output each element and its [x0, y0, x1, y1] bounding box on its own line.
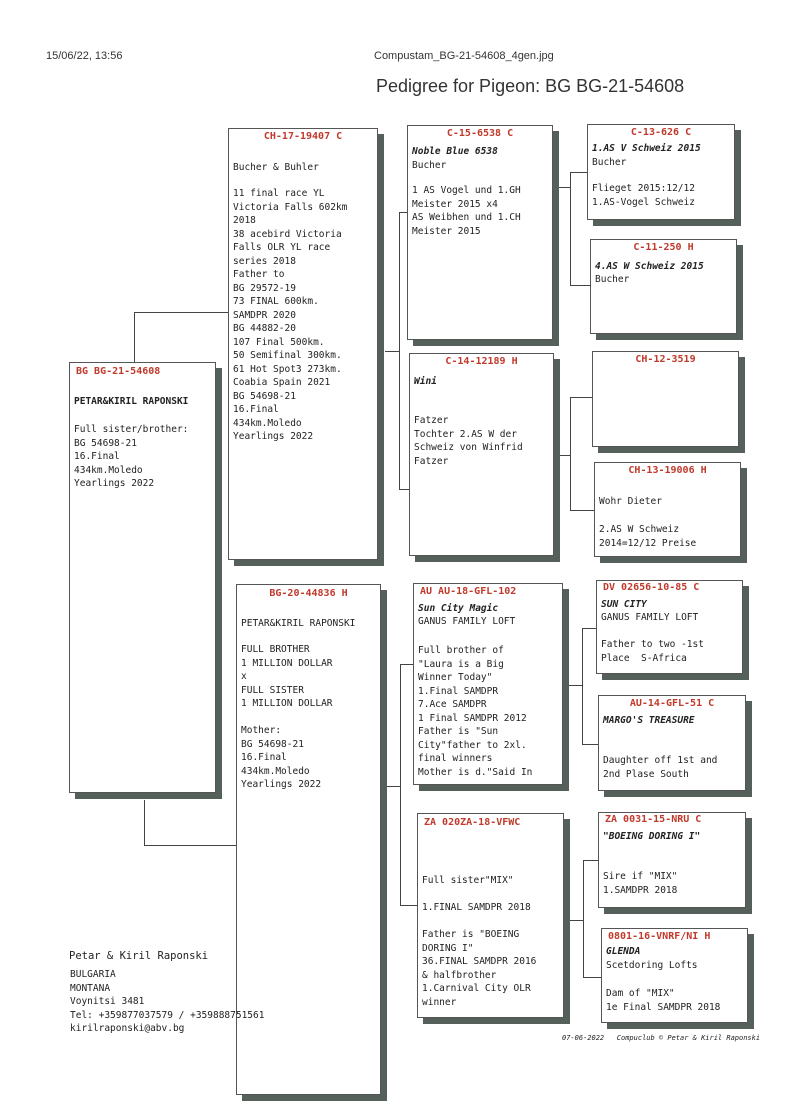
- connector-line: [582, 628, 583, 744]
- connector-line: [400, 664, 401, 905]
- connector-line: [570, 397, 571, 510]
- connector-line: [557, 455, 570, 456]
- connector-line: [570, 510, 594, 511]
- print-timestamp: 15/06/22, 13:56: [46, 50, 123, 62]
- connector-line: [400, 905, 417, 906]
- breeder-name: Petar & Kiril Raponski: [69, 950, 209, 962]
- file-name: Compustam_BG-21-54608_4gen.jpg: [374, 50, 554, 62]
- connector-line: [583, 860, 584, 977]
- connector-line: [144, 800, 145, 845]
- great-granddam-mmm-card: [601, 928, 748, 1023]
- subject-card: [69, 362, 216, 793]
- pigeon-notes: 11 final race YL Victoria Falls 602km 2018 38 acebird Victoria Falls OLR YL race series 2018 Father to BG 29572-19 73 FINAL 600km. SAMDPR 2020 BG 44882-20 107 Final 500km. 50 Semifinal 300km. 61 Hot Spot3 273km. Coabia Spain 2021 BG 54698-21 16.Final 434km.Moledo Yearlings 2022: [233, 188, 348, 442]
- connector-line: [570, 172, 571, 285]
- connector-line: [385, 786, 400, 787]
- ring-number: CH-17-19407 C: [263, 131, 343, 142]
- pigeon-name: MARGO'S TREASURE: [603, 715, 695, 726]
- connector-line: [134, 312, 135, 364]
- pigeon-name: Noble Blue 6538: [412, 146, 498, 157]
- pigeon-name: 4.AS W Schweiz 2015: [595, 261, 704, 272]
- page-title: Pedigree for Pigeon: BG BG-21-54608: [376, 76, 685, 96]
- granddam-paternal-card: [409, 353, 554, 556]
- ring-number: AU AU-18-GFL-102: [420, 586, 517, 597]
- pigeon-notes: 1 AS Vogel und 1.GH Meister 2015 x4 AS Weibhen und 1.CH Meister 2015: [412, 185, 521, 237]
- ring-number: DV 02656-10-85 C: [603, 582, 700, 593]
- ring-number: C-14-12189 H: [445, 356, 518, 367]
- great-granddam-fmm-card: [594, 462, 741, 557]
- connector-line: [144, 845, 236, 846]
- great-grandsire-fff-card: [587, 124, 735, 220]
- pigeon-notes: Sire if "MIX" 1.SAMDPR 2018: [603, 871, 678, 896]
- ring-number: ZA 020ZA-18-VFWC: [424, 817, 521, 828]
- granddam-maternal-card: [417, 813, 564, 1018]
- pigeon-notes: Dam of "MIX" 1e Final SAMDPR 2018: [606, 988, 721, 1013]
- owner-name: Scetdoring Lofts: [606, 960, 698, 971]
- connector-line: [582, 628, 596, 629]
- pigeon-notes: FULL BROTHER 1 MILLION DOLLAR x FULL SISTER 1 MILLION DOLLAR Mother: BG 54698-21 16.Final 434km.Moledo Yearlings 2022: [241, 644, 333, 790]
- pigeon-notes: Father to two -1st Place S-Africa: [601, 639, 704, 664]
- pigeon-notes: Fatzer Tochter 2.AS W der Schweiz von Winfrid Fatzer: [414, 415, 523, 467]
- owner-name: Wohr Dieter: [599, 496, 662, 507]
- connector-line: [134, 312, 230, 313]
- ring-number: 0801-16-VNRF/NI H: [608, 931, 711, 942]
- pigeon-notes: Full sister/brother: BG 54698-21 16.Final 434km.Moledo Yearlings 2022: [74, 424, 189, 489]
- pigeon-name: Sun City Magic: [418, 603, 499, 614]
- connector-line: [583, 977, 601, 978]
- ring-number: BG-20-44836 H: [269, 588, 348, 599]
- father-card: [228, 128, 378, 560]
- owner-name: GANUS FAMILY LOFT: [418, 616, 516, 627]
- ring-number: CH-12-3519: [635, 354, 696, 365]
- great-grandsire-fmf-card: [592, 351, 739, 447]
- pigeon-notes: 2.AS W Schweiz 2014=12/12 Preise: [599, 524, 697, 549]
- ring-number: C-15-6538 C: [446, 128, 514, 139]
- great-granddam-ffm-card: [590, 239, 737, 334]
- breeder-address: BULGARIA MONTANA Voynitsi 3481 Tel: +359877037579 / +359888751561 kirilraponski@abv.bg: [70, 969, 265, 1034]
- ring-number: BG BG-21-54608: [76, 366, 161, 377]
- connector-line: [570, 285, 591, 286]
- pigeon-name: SUN CITY: [601, 599, 647, 610]
- connector-line: [385, 351, 399, 352]
- great-grandsire-mff-card: [596, 580, 743, 674]
- pigeon-name: "BOEING DORING I": [603, 831, 701, 842]
- owner-name: Bucher & Buhler: [233, 162, 319, 173]
- connector-line: [582, 744, 598, 745]
- connector-line: [556, 187, 570, 188]
- owner-name: PETAR&KIRIL RAPONSKI: [241, 618, 356, 629]
- pigeon-name: 1.AS V Schweiz 2015: [592, 143, 701, 154]
- owner-name: Bucher: [592, 157, 627, 168]
- pigeon-notes: Full brother of "Laura is a Big Winner Today" 1.Final SAMDPR 7.Ace SAMDPR 1 Final SAMDPR 2012 Father is "Sun City"father to 2xl. final winners Mother is d."Said In: [418, 645, 533, 778]
- connector-line: [566, 685, 582, 686]
- great-grandsire-mmf-card: [598, 812, 746, 908]
- grandsire-maternal-card: [413, 583, 563, 785]
- great-granddam-mfm-card: [598, 695, 746, 791]
- ring-number: ZA 0031-15-NRU C: [605, 814, 702, 825]
- owner-name: Bucher: [412, 160, 447, 171]
- connector-line: [399, 212, 400, 489]
- pigeon-name: Wini: [414, 376, 437, 387]
- grandsire-paternal-card: [407, 125, 553, 340]
- ring-number: AU-14-GFL-51 C: [629, 698, 715, 709]
- pigeon-notes: Flieget 2015:12/12 1.AS-Vogel Schweiz: [592, 183, 695, 208]
- pigeon-notes: Full sister"MIX" 1.FINAL SAMDPR 2018 Father is "BOEING DORING I" 36.FINAL SAMDPR 2016 & halfbrother 1.Carnival City OLR winner: [422, 875, 537, 1008]
- connector-line: [567, 920, 583, 921]
- ring-number: CH-13-19006 H: [628, 465, 707, 476]
- ring-number: C-13-626 C: [630, 127, 692, 138]
- owner-name: Bucher: [595, 274, 630, 285]
- ring-number: C-11-250 H: [633, 242, 694, 253]
- software-credit: 07-06-2022 Compuclub © Petar & Kiril Raponski: [562, 1034, 761, 1042]
- pigeon-name: GLENDA: [606, 946, 641, 957]
- connector-line: [570, 397, 592, 398]
- owner-name: PETAR&KIRIL RAPONSKI: [74, 396, 189, 407]
- pigeon-notes: Daughter off 1st and 2nd Plase South: [603, 755, 718, 780]
- connector-line: [583, 860, 598, 861]
- owner-name: GANUS FAMILY LOFT: [601, 612, 699, 623]
